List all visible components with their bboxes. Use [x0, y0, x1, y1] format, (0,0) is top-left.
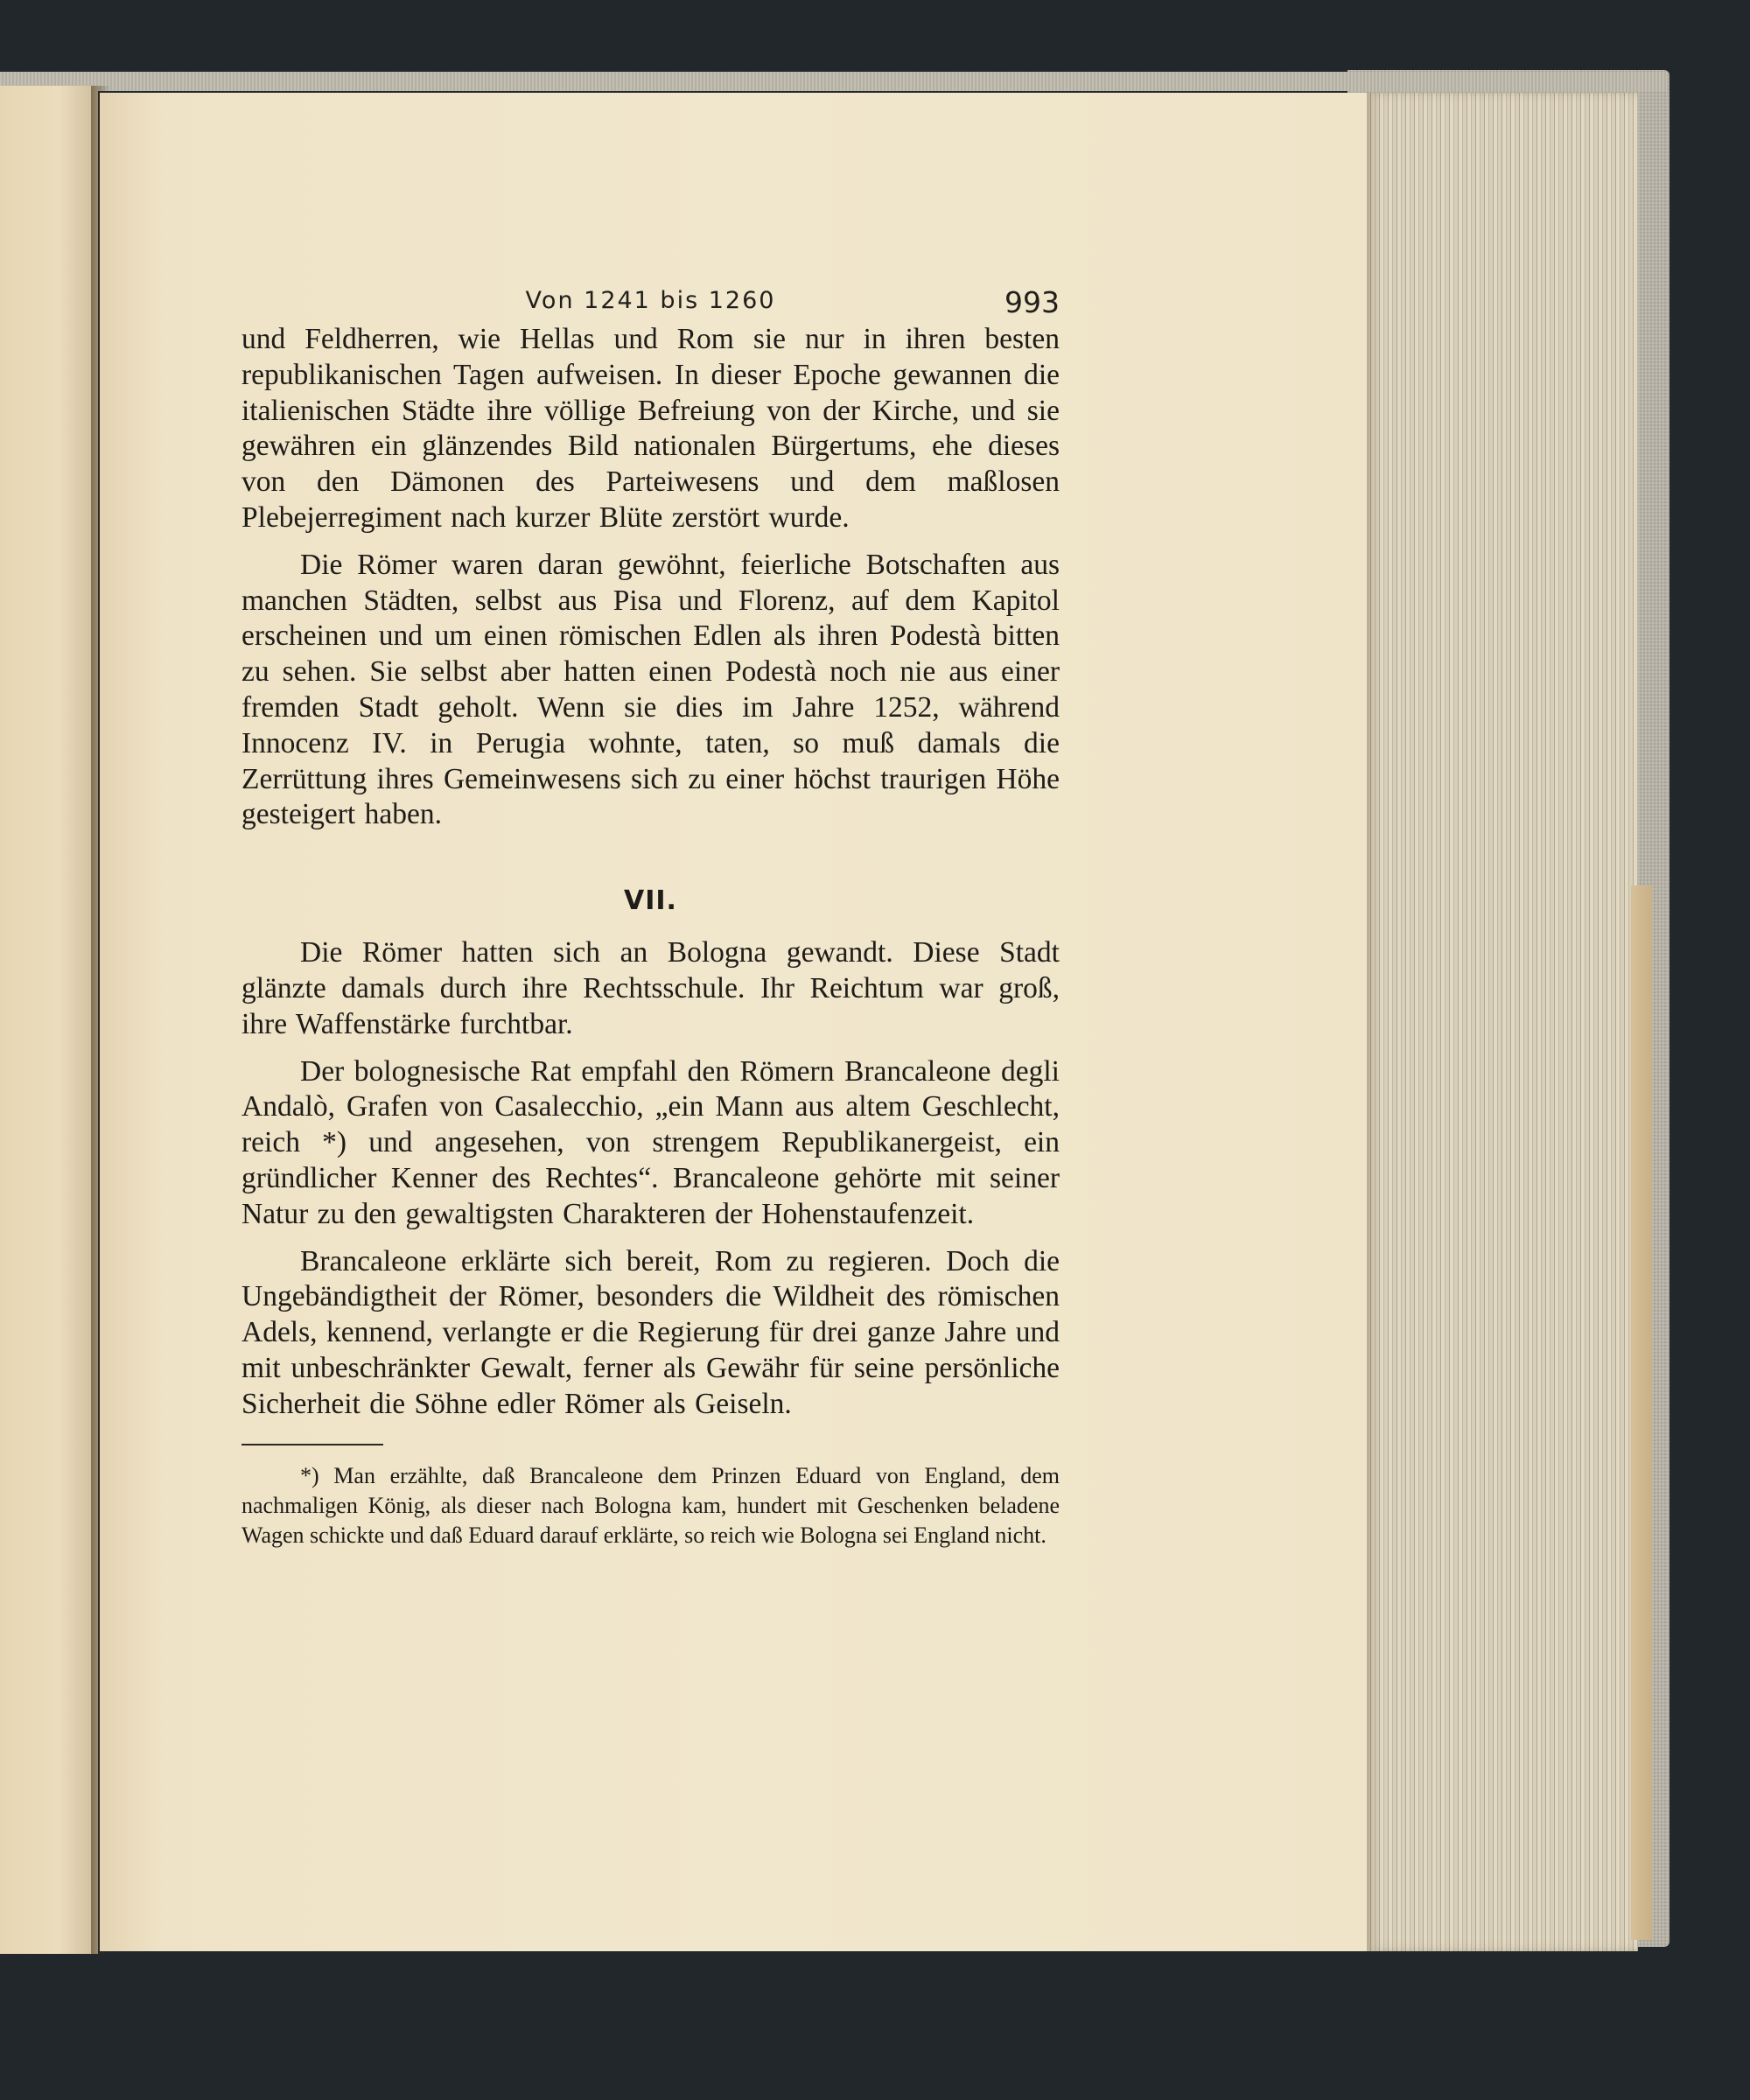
paragraph: Brancaleone erklärte sich bereit, Rom zu regieren. Doch die Ungebändigtheit der Römer, besonders die Wildheit des römischen Adels, kennend, verlangte er die Regierung für drei ganze Jahre und mit unbeschränkter Gewalt, ferner als Gewähr für seine persönliche Sicherheit die Söhne edler Römer als Geiseln.: [242, 1244, 1060, 1420]
book-cover-top-edge: [0, 72, 1667, 91]
footnote: *) Man erzählte, daß Brancaleone dem Prinzen Eduard von England, dem nachmaligen König, als dieser nach Bologna kam, hundert mit Geschenken beladene Wagen schickte und daß Eduard darauf erklärte, so reich wie Bologna sei England nicht.: [242, 1462, 1060, 1548]
page-edges-stack: [1367, 93, 1638, 1951]
section-heading: VII.: [624, 886, 677, 917]
body-text: [242, 322, 1060, 1423]
paragraph: Der bolognesische Rat empfahl den Römern Brancaleone degli Andalò, Grafen von Casalecchio, „ein Mann aus altem Geschlecht, reich *) und angesehen, von strengem Republikanergeist, ein gründlicher Kenner des Rechtes“. Brancaleone gehörte mit seiner Natur zu den gewaltigsten Charakteren der Hohenstaufenzeit.: [242, 1054, 1060, 1230]
running-head-title: Von 1241 bis 1260: [525, 287, 776, 314]
paragraph: Die Römer hatten sich an Bologna gewandt. Diese Stadt glänzte damals durch ihre Rechtsschule. Ihr Reichtum war groß, ihre Waffenstärke furchtbar.: [242, 936, 1060, 1040]
text-block: [242, 280, 1060, 1550]
paragraph: und Feldherren, wie Hellas und Rom sie nur in ihren besten republikanischen Tagen aufweisen. In dieser Epoche gewannen die italienischen Städte ihre völlige Befreiung von der Kirche, und sie gewähren ein glänzendes Bild nationalen Bürgertums, ehe dieses von den Dämonen des Parteiwesens und dem maßlosen Plebejerregiment nach kurzer Blüte zerstört wurde.: [242, 323, 1060, 534]
page-edge-tab: [1631, 886, 1652, 1940]
footnote-rule: [242, 1444, 383, 1446]
paragraph: Die Römer waren daran gewöhnt, feierliche Botschaften aus manchen Städten, selbst aus Pisa und Florenz, auf dem Kapitol erscheinen und um einen römischen Edlen als ihren Podestà bitten zu sehen. Sie selbst aber hatten einen Podestà noch nie aus einer fremden Stadt geholt. Wenn sie dies im Jahre 1252, während Innocenz IV. in Perugia wohnte, taten, so muß damals die Zerrüttung ihres Gemeinwesens sich zu einer höchst traurigen Höhe gesteigert haben.: [242, 548, 1060, 831]
page-number: 993: [1004, 285, 1060, 319]
running-head: [242, 280, 1060, 322]
left-page-edge: [0, 86, 98, 1954]
